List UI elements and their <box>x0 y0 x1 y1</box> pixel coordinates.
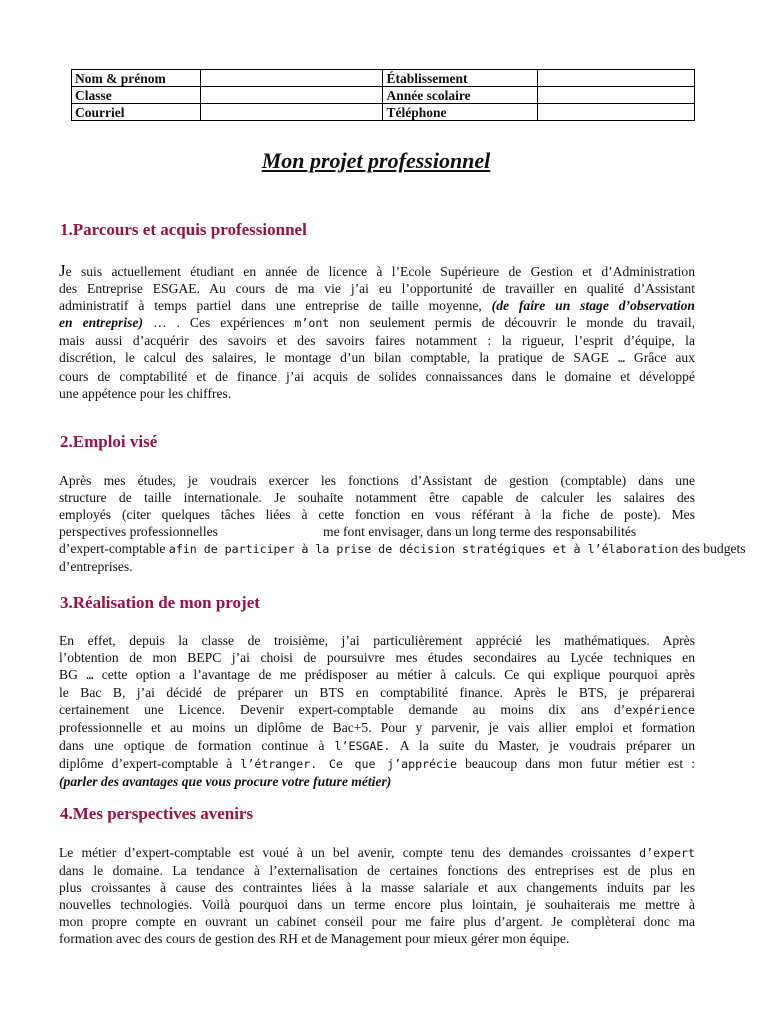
field-phone[interactable] <box>538 104 695 121</box>
text-line: structure de taille internationale. Je souhaite notamment être capable de calculer les salaires des <box>59 490 695 506</box>
text-line: mais aussi d’acquérir des savoirs et des savoirs faires notamment : la rigueur, l’esprit d’équipe, la <box>59 333 695 349</box>
label-school: Établissement <box>383 70 538 87</box>
field-school[interactable] <box>538 70 695 87</box>
section-paragraph-1 <box>59 262 695 402</box>
text-span: diplôme d’expert-comptable à <box>59 755 241 771</box>
field-school-year[interactable] <box>538 87 695 104</box>
section-heading-2: 2.Emploi visé <box>60 432 158 451</box>
mono-text: expérience <box>625 703 695 718</box>
text-line: employés (citer quelques tâches liées à cette fonction en vous référant à la fiche de poste). Mes <box>59 507 695 523</box>
text-line <box>59 349 695 367</box>
text-line: mon propre compte en ouvrant un cabinet conseil pour me faire plus d’argent. Je complèterai donc ma <box>59 914 695 930</box>
field-email[interactable] <box>200 104 383 121</box>
text-span: A la suite du Master, je voudrais préparer un <box>390 737 695 753</box>
label-school-year: Année scolaire <box>383 87 538 104</box>
emphasis-text: (de faire un stage d’observation <box>491 298 695 314</box>
text-line <box>59 297 695 314</box>
section-heading-1: 1.Parcours et acquis professionnel <box>60 220 307 239</box>
mono-text: m’ont <box>294 316 330 331</box>
text-line: le Bac B, j’ai décidé de préparer un BTS en comptabilité finance. Après le BTS, je préparerai <box>59 685 695 701</box>
text-span: dans une optique de formation continue à <box>59 737 335 753</box>
label-class: Classe <box>72 87 201 104</box>
field-class[interactable] <box>200 87 383 104</box>
drop-letter: J <box>59 261 66 280</box>
label-email: Courriel <box>72 104 201 121</box>
field-name[interactable] <box>200 70 383 87</box>
text-line <box>59 844 695 862</box>
text-span: perspectives professionnelles <box>59 524 218 540</box>
text-line: d’entreprises. <box>59 559 133 575</box>
text-span: administratif à temps partiel dans une entreprise de taille moyenne, <box>59 298 492 314</box>
text-span: beaucoup dans mon futur métier est : <box>456 755 696 771</box>
text-line: des Entreprise ESGAE. Au cours de ma vie j’ai eu l’opportunité de travailler en qualité d’Assistant <box>59 281 695 297</box>
text-line <box>59 755 695 773</box>
text-line: l’obtention de mon BEPC j’ai choisi de poursuivre mes études secondaires au Lycée techniques en <box>59 650 695 666</box>
emphasis-text: en entreprise) <box>59 315 143 331</box>
mono-text: d’expert <box>639 846 695 860</box>
section-heading-3: 3.Réalisation de mon projet <box>60 593 260 612</box>
text-span: des budgets <box>678 541 746 557</box>
text-span: Le métier d’expert-comptable est voué à un bel avenir, compte tenu des demandes croissantes <box>59 845 640 860</box>
emphasis-text: (parler des avantages que vous procure votre future métier) <box>59 773 392 789</box>
text-span: cette option a l’avantage de me prédisposer au métier à calculs. Ce qui explique pourquoi après <box>93 667 695 683</box>
section-paragraph-3 <box>59 632 695 790</box>
text-line <box>59 701 695 719</box>
text-span: certainement une Licence. Devenir expert-comptable demande au moins dix ans d’ <box>59 702 626 718</box>
text-span: BG <box>59 667 87 683</box>
text-line <box>59 737 695 755</box>
text-line <box>59 523 695 540</box>
text-span: d’expert-comptable <box>59 541 169 557</box>
table-row <box>72 70 695 87</box>
section-paragraph-2 <box>59 472 746 576</box>
text-line: cours de comptabilité et de finance j’ai acquis de solides connaissances dans le domaine et développé <box>59 368 695 384</box>
text-line: formation avec des cours de gestion des RH et de Management pour mieux gérer mon équipe. <box>59 931 570 947</box>
text-span: e suis actuellement étudiant en année de licence à l’Ecole Supérieure de Gestion et d’Administration <box>65 264 695 279</box>
mono-text: … <box>86 668 94 683</box>
text-line: En effet, depuis la classe de troisième, j’ai particulièrement apprécié les mathématiques. Après <box>59 633 695 648</box>
text-line: plus croissantes à cause des contraintes liées à la masse salariale et aux changements induits par les <box>59 880 695 896</box>
text-line <box>59 666 695 684</box>
text-line <box>59 262 695 280</box>
text-line <box>59 314 695 332</box>
text-line: professionnelle et au moins un diplôme de Bac+5. Pour y parvenir, je vais allier emploi et formation <box>59 720 695 736</box>
text-span: Grâce aux <box>624 350 695 366</box>
label-name: Nom & prénom <box>72 70 201 87</box>
text-span: me font envisager, dans un long terme des responsabilités <box>323 524 637 540</box>
text-line: dans le domaine. La tendance à l’externalisation de certaines fonctions des entreprises est de plus en <box>59 863 695 879</box>
mono-text: l’ESGAE. <box>334 738 391 753</box>
student-info-table <box>71 69 695 121</box>
table-row <box>72 87 695 104</box>
section-heading-4: 4.Mes perspectives avenirs <box>60 804 254 823</box>
section-paragraph-4 <box>59 844 695 948</box>
mono-text: … <box>617 351 625 366</box>
text-line <box>59 540 746 558</box>
page-title: Mon projet professionnel <box>261 148 491 173</box>
text-span: discrétion, le calcul des salaires, le montage d’un bilan comptable, la pratique de SAGE <box>59 350 618 366</box>
text-line: Après mes études, je voudrais exercer les fonctions d’Assistant de gestion (comptable) dans une <box>59 473 695 488</box>
label-phone: Téléphone <box>383 104 538 121</box>
text-line: une appétence pour les chiffres. <box>59 385 232 401</box>
text-span: non seulement permis de découvrir le monde du travail, <box>329 315 695 331</box>
mono-text: afin de participer à la prise de décision stratégiques et à l’élaboration <box>168 542 679 557</box>
table-row <box>72 104 695 121</box>
mono-text: l’étranger. Ce que j’apprécie <box>240 756 457 771</box>
text-line: nouvelles technologies. Voilà pourquoi dans un terme encore plus lointain, je souhaiterais me mettre à <box>59 897 695 913</box>
text-span: … . Ces expériences <box>142 315 295 331</box>
